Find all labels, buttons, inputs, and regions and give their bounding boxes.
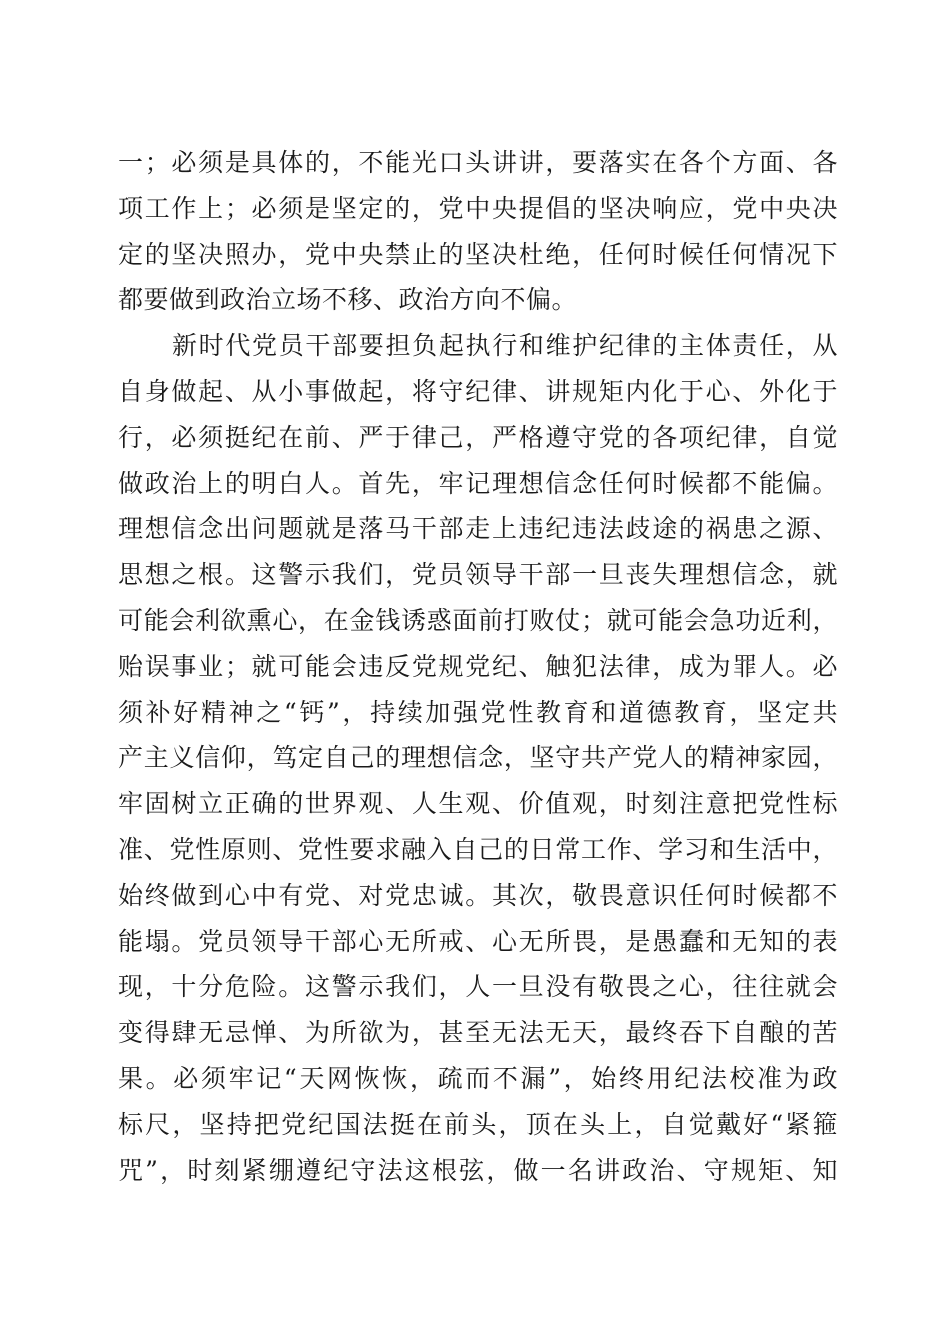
paragraph-first-line: 新时代党员干部要担负起执行和维护纪律的主体责任，从	[172, 331, 838, 361]
text-line: 准、党性原则、党性要求融入自己的日常工作、学习和生活中，	[118, 834, 838, 864]
text-line: 一；必须是具体的，不能光口头讲讲，要落实在各个方面、各	[118, 148, 838, 177]
text-line: 自身做起、从小事做起，将守纪律、讲规矩内化于心、外化于	[118, 376, 838, 406]
text-line: 果。必须牢记“天网恢恢，疏而不漏”，始终用纪法校准为政	[118, 1063, 838, 1093]
text-line: 标尺，坚持把党纪国法挺在前头，顶在头上，自觉戴好“紧箍	[118, 1109, 838, 1139]
text-line: 项工作上；必须是坚定的，党中央提倡的坚决响应，党中央决	[118, 193, 838, 223]
text-line: 贻误事业；就可能会违反党规党纪、触犯法律，成为罪人。必	[118, 651, 838, 681]
text-line: 咒”，时刻紧绷遵纪守法这根弦，做一名讲政治、守规矩、知	[118, 1155, 838, 1185]
text-line: 能塌。党员领导干部心无所戒、心无所畏，是愚蠢和无知的表	[118, 926, 838, 956]
text-line: 做政治上的明白人。首先，牢记理想信念任何时候都不能偏。	[118, 468, 838, 498]
text-line: 产主义信仰，笃定自己的理想信念，坚守共产党人的精神家园，	[118, 743, 838, 773]
body-text	[118, 140, 838, 1193]
text-line: 始终做到心中有党、对党忠诚。其次，敬畏意识任何时候都不	[118, 880, 838, 910]
text-line: 理想信念出问题就是落马干部走上违纪违法歧途的祸患之源、	[118, 514, 838, 544]
text-line: 可能会利欲熏心，在金钱诱惑面前打败仗；就可能会急功近利，	[118, 605, 838, 635]
text-line: 行，必须挺纪在前、严于律己，严格遵守党的各项纪律，自觉	[118, 422, 838, 452]
text-line: 牢固树立正确的世界观、人生观、价值观，时刻注意把党性标	[118, 789, 838, 819]
text-line: 思想之根。这警示我们，党员领导干部一旦丧失理想信念，就	[118, 560, 838, 590]
text-line: 定的坚决照办，党中央禁止的坚决杜绝，任何时候任何情况下	[118, 239, 838, 269]
text-line: 现，十分危险。这警示我们，人一旦没有敬畏之心，往往就会	[118, 972, 838, 1002]
text-line: 变得肆无忌惮、为所欲为，甚至无法无天，最终吞下自酿的苦	[118, 1018, 838, 1048]
text-line: 须补好精神之“钙”，持续加强党性教育和道德教育，坚定共	[118, 697, 838, 727]
text-line: 都要做到政治立场不移、政治方向不偏。	[118, 285, 578, 315]
